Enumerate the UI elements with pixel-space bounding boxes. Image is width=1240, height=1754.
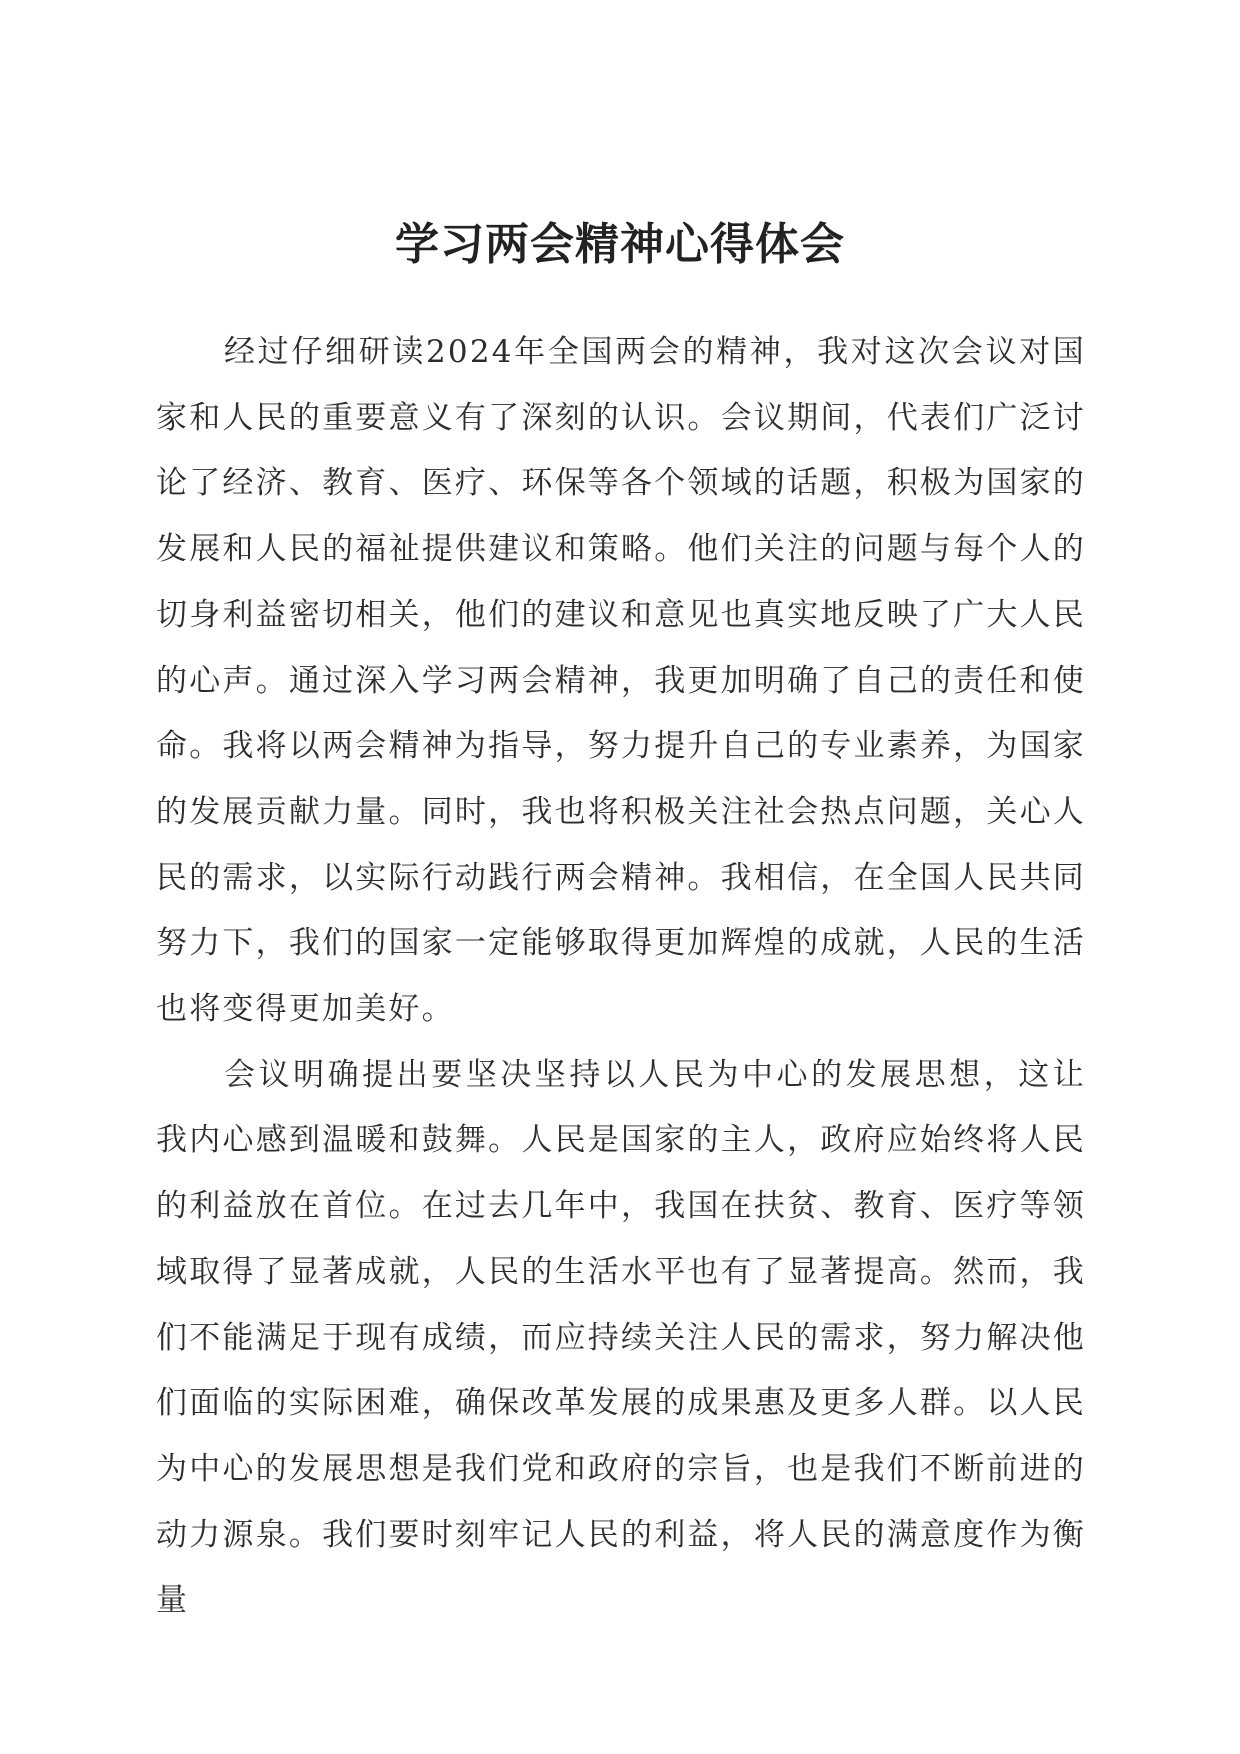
document-title: 学习两会精神心得体会 xyxy=(395,219,845,270)
paragraph-2: 会议明确提出要坚决坚持以人民为中心的发展思想，这让我内心感到温暖和鼓舞。人民是国家的主人，政府应始终将人民的利益放在首位。在过去几年中，我国在扶贫、教育、医疗等领域取得了显著成就，人民的生活水平也有了显著提高。然而，我们不能满足于现有成绩，而应持续关注人民的需求，努力解决他们面临的实际困难，确保改革发展的成果惠及更多人群。以人民为中心的发展思想是我们党和政府的宗旨，也是我们不断前进的动力源泉。我们要时刻牢记人民的利益，将人民的满意度作为衡量 xyxy=(156,1056,1086,1619)
document-body xyxy=(156,320,1086,1634)
paragraph-1: 经过仔细研读2024年全国两会的精神，我对这次会议对国家和人民的重要意义有了深刻的认识。会议期间，代表们广泛讨论了经济、教育、医疗、环保等各个领域的话题，积极为国家的发展和人民的福祉提供建议和策略。他们关注的问题与每个人的切身利益密切相关，他们的建议和意见也真实地反映了广大人民的心声。通过深入学习两会精神，我更加明确了自己的责任和使命。我将以两会精神为指导，努力提升自己的专业素养，为国家的发展贡献力量。同时，我也将积极关注社会热点问题，关心人民的需求，以实际行动践行两会精神。我相信，在全国人民共同努力下，我们的国家一定能够取得更加辉煌的成就，人民的生活也将变得更加美好。 xyxy=(156,334,1086,1028)
